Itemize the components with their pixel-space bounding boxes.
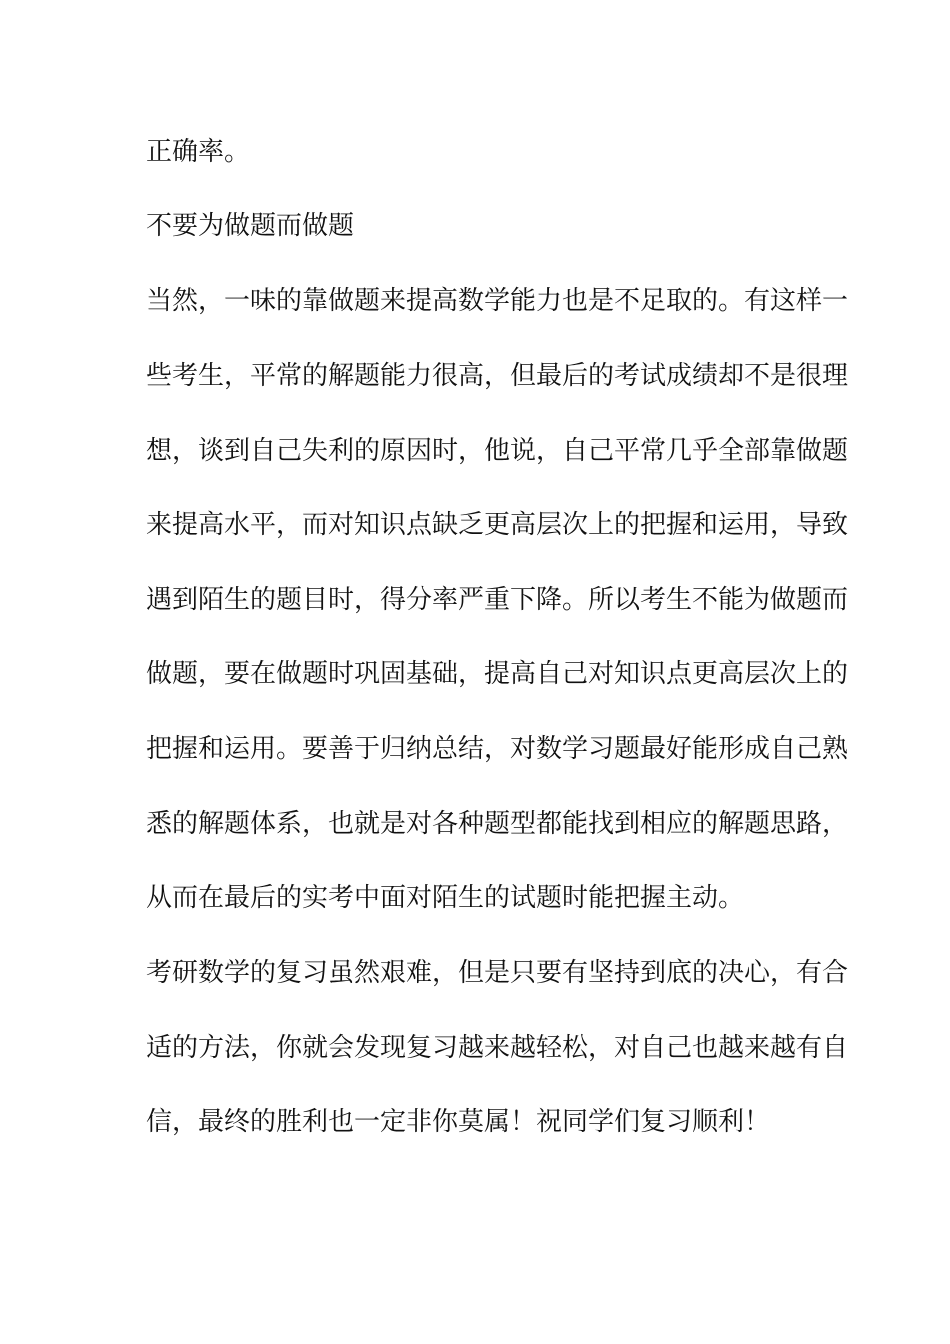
text-line: 想，谈到自己失利的原因时，他说，自己平常几乎全部靠做题	[146, 436, 849, 466]
text-line: 悉的解题体系，也就是对各种题型都能找到相应的解题思路，	[146, 809, 849, 839]
section-heading: 不要为做题而做题	[146, 211, 355, 241]
text-line: 信，最终的胜利也一定非你莫属！祝同学们复习顺利！	[146, 1107, 771, 1137]
text-line: 来提高水平，而对知识点缺乏更高层次上的把握和运用，导致	[146, 510, 849, 540]
text-line: 把握和运用。要善于归纳总结，对数学习题最好能形成自己熟	[146, 734, 849, 764]
text-line: 正确率。	[146, 137, 251, 167]
text-line: 考研数学的复习虽然艰难，但是只要有坚持到底的决心，有合	[146, 958, 849, 988]
text-line: 从而在最后的实考中面对陌生的试题时能把握主动。	[146, 883, 745, 913]
text-line: 做题，要在做题时巩固基础，提高自己对知识点更高层次上的	[146, 659, 849, 689]
text-line: 当然，一味的靠做题来提高数学能力也是不足取的。有这样一	[146, 286, 849, 316]
text-line: 适的方法，你就会发现复习越来越轻松，对自己也越来越有自	[146, 1033, 849, 1063]
text-line: 些考生，平常的解题能力很高，但最后的考试成绩却不是很理	[146, 361, 849, 391]
text-line: 遇到陌生的题目时，得分率严重下降。所以考生不能为做题而	[146, 585, 849, 615]
